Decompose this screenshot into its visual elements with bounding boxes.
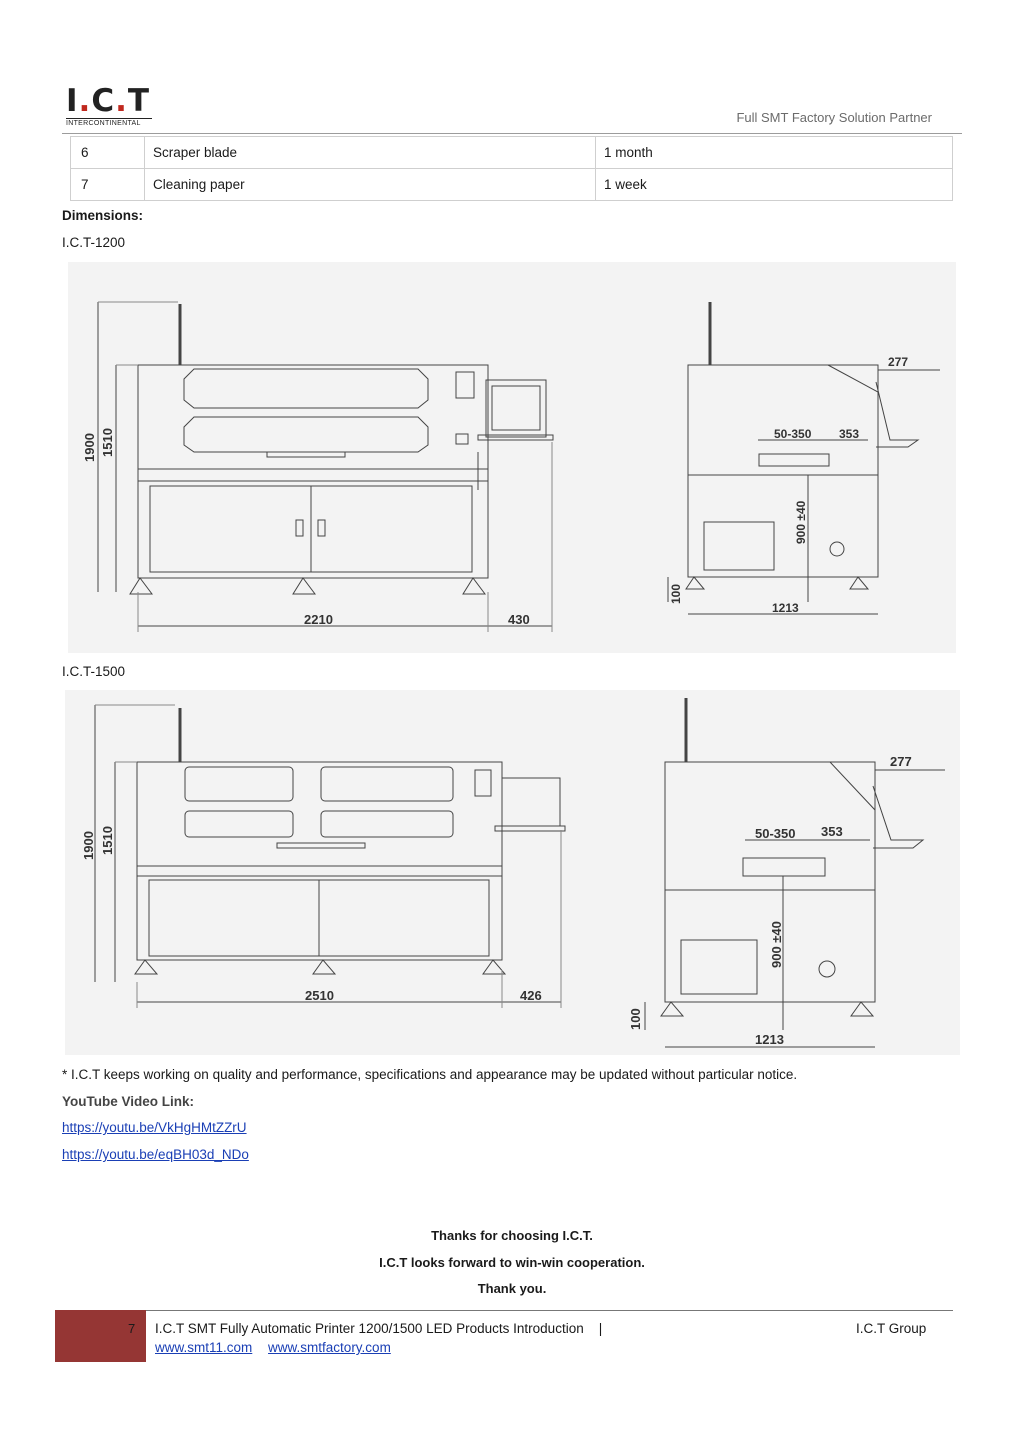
header-divider	[62, 133, 962, 134]
dim-1200-height-total: 1900	[82, 433, 97, 462]
footer-company: I.C.T Group	[856, 1321, 927, 1336]
lower-window	[184, 417, 428, 452]
company-logo	[66, 83, 158, 128]
dim-1500-monitor-ext: 426	[520, 988, 542, 1003]
dim-1500-height: 900 ±40	[769, 921, 784, 968]
logo-text: I.C.T	[66, 83, 151, 119]
side-control-panel	[681, 940, 757, 994]
table-cell-period: 1 month	[596, 137, 953, 169]
monitor	[502, 778, 560, 826]
table-cell-item: Scraper blade	[145, 137, 596, 169]
printer-lower-cabinet	[138, 481, 488, 578]
parts-table	[70, 136, 953, 201]
table-cell-no: 6	[71, 137, 145, 169]
side-upper-frame	[688, 365, 878, 475]
drawing-ict-1500	[65, 690, 960, 1055]
dim-1500-height-body: 1510	[100, 826, 115, 855]
video-link-1[interactable]: https://youtu.be/VkHgHMtZZrU	[62, 1120, 247, 1135]
dim-1500-top-ext: 277	[890, 754, 912, 769]
printer-upper-housing	[137, 762, 502, 866]
dim-1200-width: 2210	[304, 612, 333, 627]
header-tagline: Full SMT Factory Solution Partner	[736, 110, 932, 125]
dim-1200-range: 50-350	[774, 427, 812, 441]
footer-link-smt11[interactable]: www.smt11.com	[155, 1340, 253, 1355]
notice-text: * I.C.T keeps working on quality and performance, specifications and appearance may be updated without particular notice.	[62, 1067, 798, 1082]
dim-1200-top-ext: 277	[888, 355, 909, 369]
video-link-2[interactable]: https://youtu.be/eqBH03d_NDo	[62, 1147, 249, 1162]
closing-line-3: Thank you.	[477, 1281, 547, 1296]
dim-1200-depth: 1213	[772, 601, 799, 615]
footer-link-smtfactory[interactable]: www.smtfactory.com	[268, 1340, 391, 1355]
dim-1500-depth: 1213	[755, 1032, 784, 1047]
table-cell-item: Cleaning paper	[145, 169, 596, 201]
dim-1200-height-body: 1510	[100, 428, 115, 457]
table-row	[71, 137, 953, 169]
closing-line-2: I.C.T looks forward to win-win cooperation.	[379, 1255, 645, 1270]
dim-1500-offset: 353	[821, 824, 843, 839]
dim-1200-foot: 100	[669, 583, 683, 604]
model-1200-label: I.C.T-1200	[62, 235, 126, 250]
table-cell-period: 1 week	[596, 169, 953, 201]
drawing-ict-1200	[68, 262, 956, 653]
monitor	[486, 380, 546, 437]
dim-1500-range: 50-350	[755, 826, 796, 841]
upper-window	[184, 369, 428, 408]
footer-links	[155, 1340, 403, 1355]
footer-title: I.C.T SMT Fully Automatic Printer 1200/1500 LED Products Introduction |	[155, 1321, 603, 1336]
dim-1200-monitor-ext: 430	[508, 612, 530, 627]
table-row	[71, 169, 953, 201]
dim-1500-foot: 100	[628, 1008, 643, 1030]
dim-1200-offset: 353	[839, 427, 860, 441]
model-1500-label: I.C.T-1500	[62, 664, 126, 679]
video-heading: YouTube Video Link:	[62, 1094, 195, 1109]
footer-accent-block	[55, 1310, 146, 1362]
dim-1500-height-total: 1900	[81, 831, 96, 860]
closing-line-1: Thanks for choosing I.C.T.	[431, 1228, 593, 1243]
side-control-panel	[704, 522, 774, 570]
page-number: 7	[128, 1321, 136, 1336]
footer-divider	[146, 1310, 953, 1311]
side-lower-frame	[688, 475, 878, 577]
dimensions-heading: Dimensions:	[62, 208, 144, 223]
dim-1500-width: 2510	[305, 988, 334, 1003]
table-cell-no: 7	[71, 169, 145, 201]
logo-subtext: INTERCONTINENTAL	[66, 118, 152, 127]
dim-1200-height: 900 ±40	[794, 500, 808, 544]
